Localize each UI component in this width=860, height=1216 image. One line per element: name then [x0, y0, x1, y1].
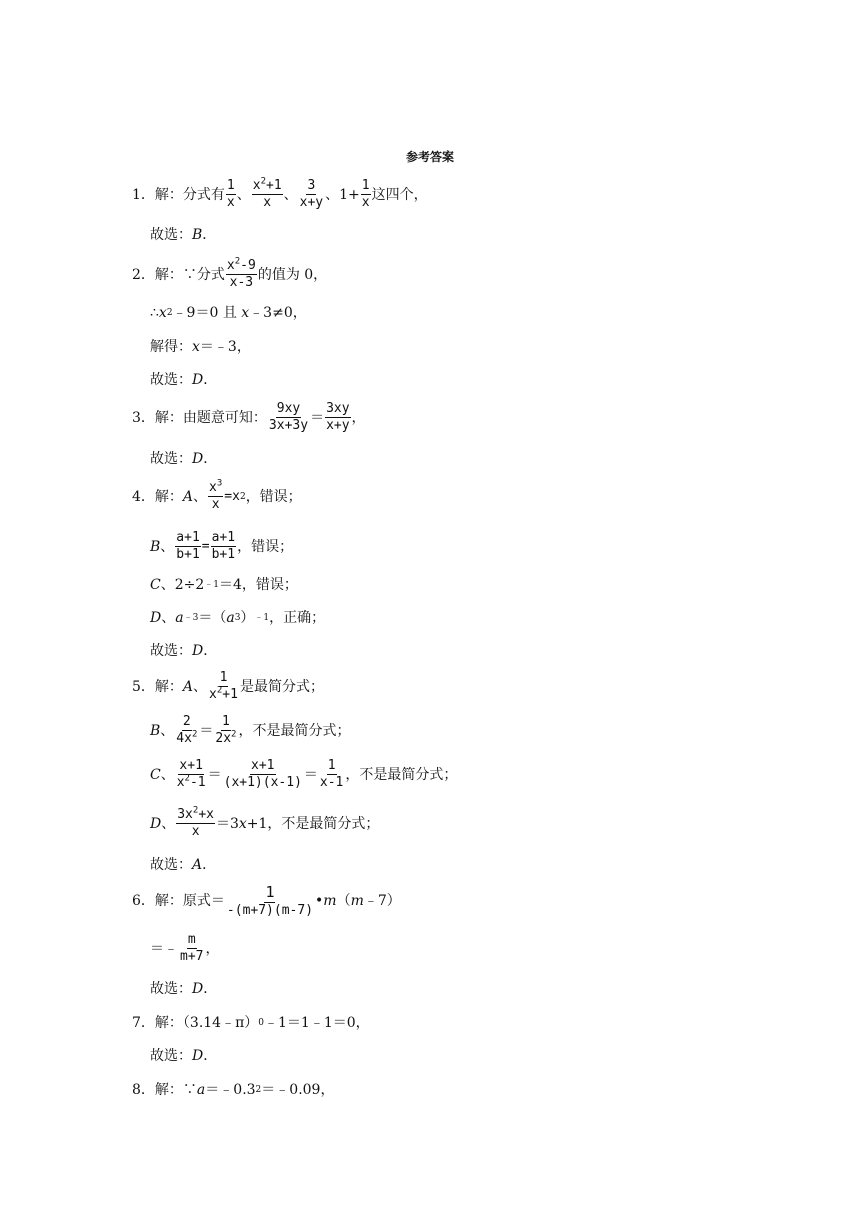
q5-option-d: D 、 $\frac{3x^2+x}{x}$ ＝3 x +1，不是最简分式； [150, 805, 380, 840]
separator: 、 [236, 186, 251, 203]
q4-option-c: C 、2÷2 ﹣1 ＝4，错误； [150, 577, 298, 593]
q6-label: 6．解：原式＝ [132, 893, 225, 909]
denominator: x [361, 195, 370, 211]
q4-answer: 故选： D ． [150, 643, 218, 659]
q5-label: 5．解： [132, 678, 183, 695]
q6-line-1: 6．解：原式＝ $\frac{1}{-(m+7)(m-7)}$ • m （ m ﹣7） [132, 883, 401, 918]
numerator: $x^3$ [208, 480, 223, 497]
q3-line [132, 401, 366, 435]
q5-a-fraction [208, 670, 239, 704]
numerator: 1 [361, 178, 371, 195]
denominator: $2x^2$ [215, 729, 237, 747]
q3-label: 3．解：由题意可知： [132, 409, 267, 426]
q4-b-fraction-1 [175, 530, 200, 564]
denominator: (x+1)(x-1) [223, 775, 302, 791]
q5-option-b: B 、 $\frac{2}{4x^2}$ ＝ $\frac{1}{2x^2}$ ，不是最简分式； [150, 714, 351, 747]
separator: 、 [283, 186, 298, 203]
q1-line [132, 178, 428, 212]
q3-fraction-1 [268, 401, 309, 435]
q2-label: 2．解：∵分式 [132, 266, 225, 283]
q2-tail: 的值为 0， [257, 266, 328, 283]
denominator: m+7 [180, 949, 204, 965]
q1-answer: 故选： B ． [150, 227, 217, 243]
q4-option-d: D 、 a ﹣3 ＝（ a 3 ） ﹣1 ，正确； [150, 610, 326, 626]
q4-label: 4．解： [132, 488, 183, 505]
numerator: $x^2-9$ [226, 258, 257, 275]
q8-label: 8．解：∵ [132, 1082, 197, 1098]
q2-fraction [226, 258, 257, 292]
q5-c-fraction-2 [223, 758, 303, 792]
numerator: 1 [221, 714, 231, 731]
q6-fraction [226, 883, 314, 919]
q2-answer: 故选： D ． [150, 372, 218, 388]
q4-a-fraction [208, 480, 223, 514]
q3-tail: ， [351, 409, 366, 426]
q5-b-fraction-1 [175, 714, 198, 748]
q2-line-2: ∴ x 2 ﹣9＝0 且 x ﹣3≠0， [150, 305, 307, 321]
numerator: m [187, 932, 197, 949]
q3-answer: 故选： D ． [150, 451, 218, 467]
numerator: 1 [327, 758, 337, 775]
denominator: b+1 [176, 547, 200, 563]
q4-option-a: 4．解： A 、 $\frac{x^3}{x}$ = x 2 ，错误； [132, 478, 302, 513]
numerator: $3x^2+x$ [176, 807, 215, 824]
q4-option-b: B 、 $\frac{a+1}{b+1}$ = $\frac{a+1}{b+1}$ ，错误； [150, 530, 294, 563]
q3-fraction-2 [325, 401, 350, 435]
equals: ＝ [310, 409, 325, 426]
q1-fraction-3 [299, 178, 324, 212]
denominator: b+1 [211, 547, 236, 563]
denominator: $4x^2$ [176, 729, 198, 747]
denominator: $x^2+1$ [209, 685, 238, 703]
denominator: $x^2-1$ [176, 773, 206, 791]
q7-answer: 故选： D ． [150, 1048, 218, 1064]
q5-c-fraction-3 [319, 758, 344, 792]
denominator: 3x+3y [268, 418, 309, 434]
numerator: 1 [265, 883, 275, 901]
q1-fraction-2 [252, 178, 283, 212]
numerator: 1 [226, 178, 236, 195]
q6-result-fraction [179, 932, 204, 966]
q6-answer: 故选： D ． [150, 981, 218, 997]
q8-line: 8．解：∵ a ＝﹣0.3 2 ＝﹣0.09， [132, 1082, 335, 1098]
denominator: x [263, 195, 272, 211]
q4-b-fraction-2 [211, 530, 236, 564]
numerator: a+1 [211, 530, 236, 547]
denominator: x+y [299, 195, 324, 211]
q5-b-fraction-2 [214, 714, 237, 748]
numerator: x+1 [178, 758, 203, 775]
denominator: x [226, 195, 235, 211]
q5-d-fraction [176, 807, 215, 841]
q5-option-c: C 、 $\frac{x+1}{x^2-1}$ ＝ $\frac{x+1}{(x+1)(x-1)}$ ＝ $\frac{1}{x-1}$ ，不是最简分式； [150, 758, 458, 791]
numerator: 3xy [325, 401, 350, 418]
separator: 、1+ [325, 186, 360, 203]
numerator: $x^2+1$ [252, 178, 283, 195]
numerator: 3 [306, 178, 316, 195]
q6-line-2: ＝﹣ $\frac{m}{m+7}$ ， [150, 932, 220, 965]
q1-tail: 这四个， [371, 186, 428, 203]
q1-fraction-4 [361, 178, 371, 212]
denominator: x [191, 824, 200, 840]
denominator: x+y [326, 418, 350, 434]
numerator: a+1 [175, 530, 200, 547]
q1-fraction-1 [226, 178, 236, 212]
denominator: x-3 [229, 275, 254, 291]
q2-line-1 [132, 258, 327, 292]
numerator: 2 [182, 714, 192, 731]
q5-option-a: 5．解： A 、 $\frac{1}{x^2+1}$ 是最简分式； [132, 670, 324, 703]
denominator: x-1 [319, 775, 344, 791]
q7-label: 7．解：（3.14﹣π） [132, 1015, 259, 1031]
q5-answer: 故选： A ． [150, 857, 217, 873]
numerator: 1 [219, 670, 229, 687]
q1-label: 1．解：分式有 [132, 186, 225, 203]
q2-line-3: 解得： x ＝﹣3， [150, 339, 251, 355]
q7-line: 7．解：（3.14﹣π） 0 ﹣1＝1﹣1＝0， [132, 1015, 370, 1031]
numerator: x+1 [250, 758, 275, 775]
q5-c-fraction-1 [176, 758, 207, 792]
page-title: 参考答案 [405, 150, 454, 164]
numerator: 9xy [276, 401, 301, 418]
denominator: -(m+7)(m-7) [226, 902, 314, 918]
denominator: x [211, 497, 220, 513]
